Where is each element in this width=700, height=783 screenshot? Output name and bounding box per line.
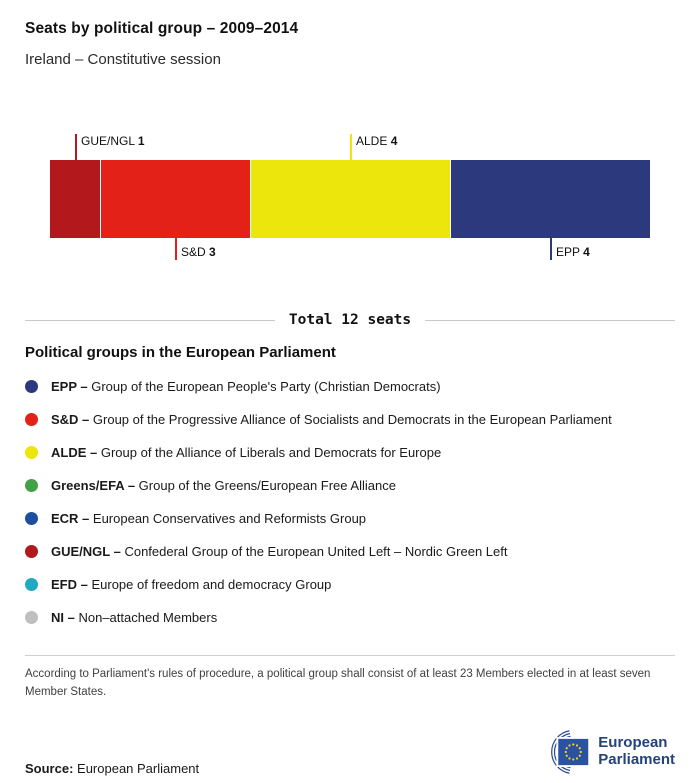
legend-label: S&D – Group of the Progressive Alliance of Socialists and Democrats in the European Parliament — [51, 412, 612, 427]
legend-list — [25, 370, 675, 634]
legend-label: NI – Non–attached Members — [51, 610, 218, 625]
legend-dot — [25, 446, 38, 459]
legend-dot — [25, 479, 38, 492]
logo-line2: Parliament — [598, 750, 675, 768]
footnote: According to Parliament's rules of procedure, a political group shall consist of at least 23 Members elected in at least seven Member States. — [25, 668, 651, 698]
legend-heading: Political groups in the European Parliament — [25, 344, 336, 361]
label-text: EPP 4 — [556, 245, 590, 259]
total-seats-row — [25, 312, 675, 328]
legend-item — [25, 436, 675, 469]
source-text: European Parliament — [73, 760, 200, 776]
legend-item — [25, 601, 675, 634]
legend-dot — [25, 578, 38, 591]
european-parliament-logo — [532, 728, 675, 776]
seats-bar-chart — [50, 130, 650, 268]
legend-item — [25, 469, 675, 502]
legend-dot — [25, 545, 38, 558]
label-text: ALDE 4 — [356, 134, 398, 148]
legend-label: EFD – Europe of freedom and democracy Group — [51, 577, 332, 592]
page-subtitle: Ireland – Constitutive session — [25, 51, 221, 68]
label-tick — [75, 134, 77, 161]
legend-label: ALDE – Group of the Alliance of Liberals and Democrats for Europe — [51, 445, 442, 460]
legend-item — [25, 502, 675, 535]
bar-segment-epp — [450, 160, 650, 238]
legend-label: Greens/EFA – Group of the Greens/European Free Alliance — [51, 478, 396, 493]
legend-label: GUE/NGL – Confederal Group of the European United Left – Nordic Green Left — [51, 544, 508, 559]
legend-label: ECR – European Conservatives and Reformists Group — [51, 511, 367, 526]
legend-dot — [25, 611, 38, 624]
legend-item — [25, 568, 675, 601]
legend-item — [25, 370, 675, 403]
legend-label: EPP – Group of the European People's Party (Christian Democrats) — [51, 379, 441, 394]
logo-line1: European — [598, 734, 668, 752]
logo-text — [598, 735, 675, 768]
bar-segment-gue-ngl — [50, 160, 100, 238]
bottom-row — [25, 728, 675, 776]
stacked-bar — [50, 160, 650, 238]
label-text: GUE/NGL 1 — [81, 134, 145, 148]
page-title: Seats by political group – 2009–2014 — [25, 20, 299, 37]
ep-hemicycle-flag-icon — [532, 728, 592, 776]
total-rule-right — [425, 320, 675, 321]
total-seats-label: Total 12 seats — [288, 312, 412, 328]
label-tick — [350, 134, 352, 161]
source-label: Source: — [25, 760, 74, 776]
label-text: S&D 3 — [181, 245, 216, 259]
legend-item — [25, 403, 675, 436]
bar-segment-s-d — [100, 160, 250, 238]
source — [25, 761, 199, 776]
legend-dot — [25, 413, 38, 426]
legend-item — [25, 535, 675, 568]
legend-dot — [25, 380, 38, 393]
divider — [25, 655, 675, 656]
legend-dot — [25, 512, 38, 525]
label-tick — [175, 238, 177, 260]
label-tick — [550, 238, 552, 260]
total-rule-left — [25, 320, 275, 321]
bar-segment-alde — [250, 160, 450, 238]
